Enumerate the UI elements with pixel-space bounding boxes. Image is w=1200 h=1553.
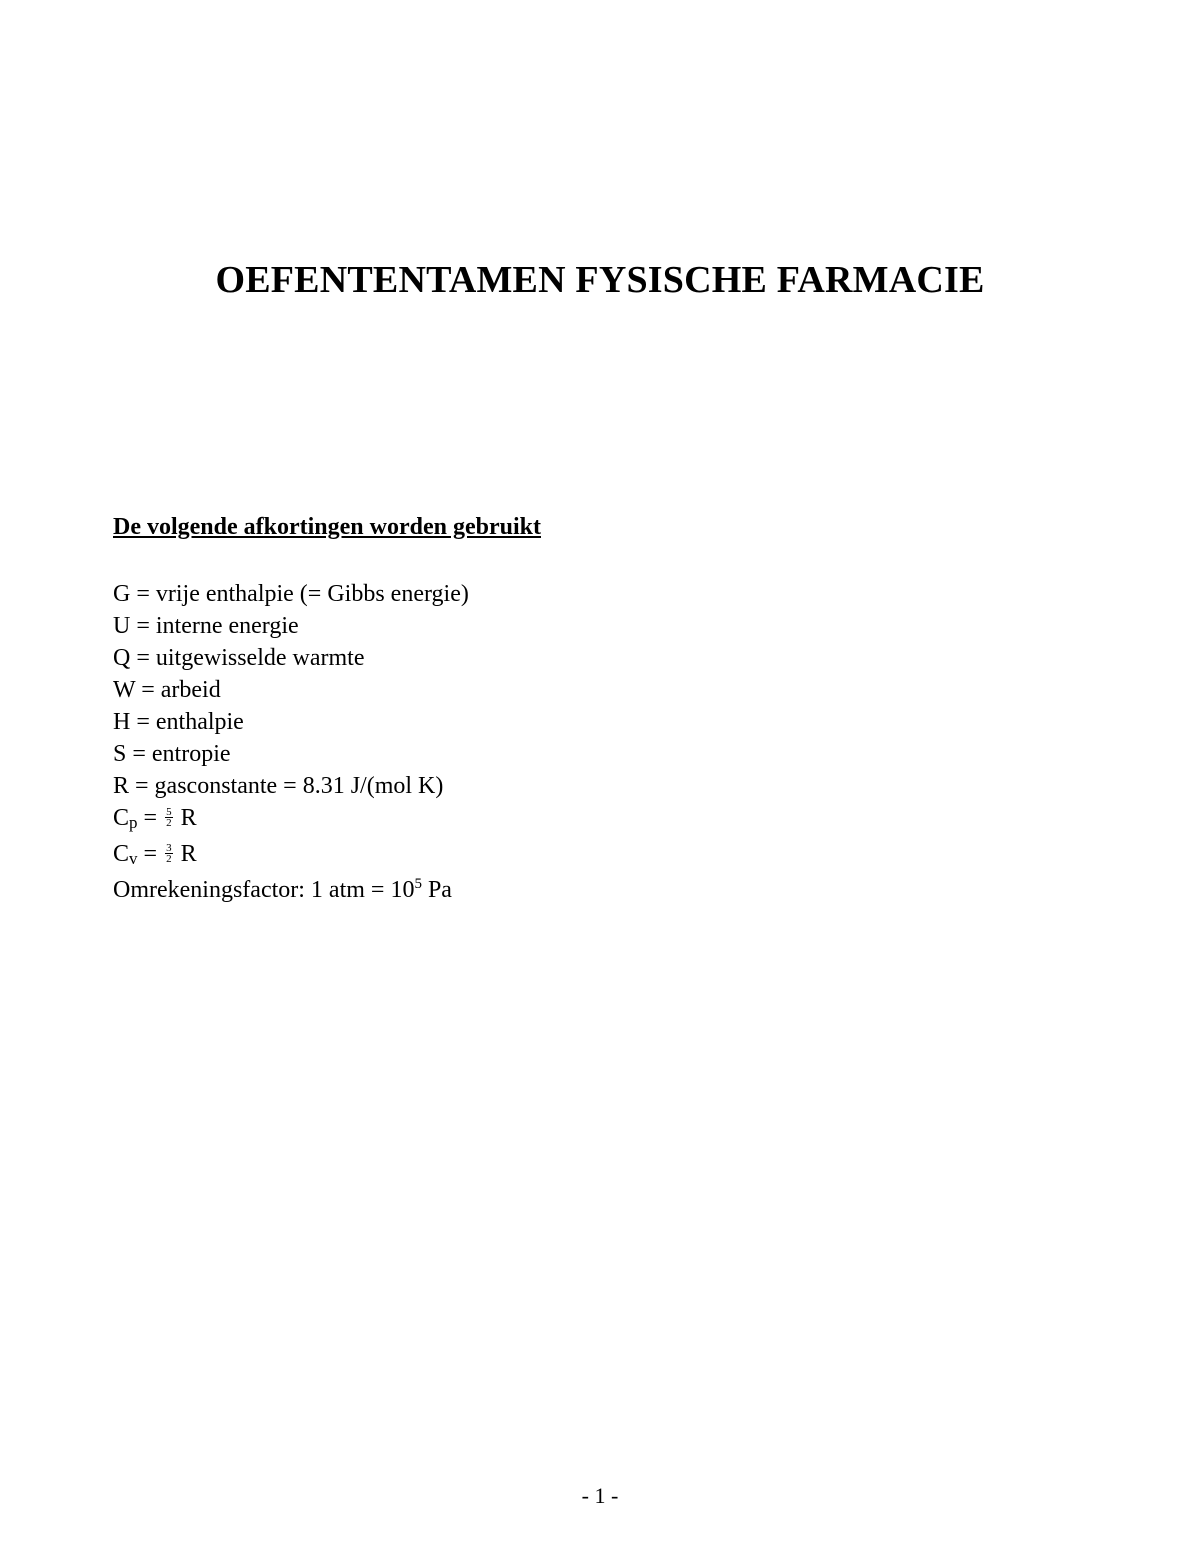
cp-tail: R (174, 805, 197, 831)
document-title: OEFENTENTAMEN FYSISCHE FARMACIE (215, 259, 985, 301)
abbreviation-conversion (113, 874, 469, 906)
abbreviation-internal-energy: U = interne energie (113, 613, 299, 639)
cp-subscript: p (129, 813, 138, 832)
conversion-suffix: Pa (421, 877, 452, 903)
abbreviation-entropy: S = entropie (113, 741, 231, 767)
page-number: - 1 - (581, 1483, 619, 1508)
abbreviation-gibbs: G = vrije enthalpie (= Gibbs energie) (113, 581, 469, 607)
cv-denominator: 2 (166, 852, 172, 865)
cv-numerator: 3 (166, 841, 172, 854)
cv-fraction (165, 843, 173, 864)
abbreviation-heat: Q = uitgewisselde warmte (113, 645, 365, 671)
abbreviation-work: W = arbeid (113, 677, 221, 703)
abbreviation-list (113, 578, 469, 906)
cv-equals: = (137, 841, 164, 867)
cv-tail: R (174, 841, 197, 867)
cp-numerator: 5 (166, 805, 172, 818)
cp-equals: = (137, 805, 164, 831)
abbreviation-gas-constant: R = gasconstante = 8.31 J/(mol K) (113, 773, 444, 799)
cv-subscript: v (129, 849, 138, 868)
conversion-exponent: 5 (414, 876, 422, 892)
section-heading: De volgende afkortingen worden gebruikt (113, 514, 541, 540)
cp-denominator: 2 (166, 816, 172, 829)
cp-symbol: C (113, 805, 130, 831)
cp-fraction (165, 807, 173, 828)
abbreviation-enthalpy: H = enthalpie (113, 709, 244, 735)
abbreviation-cv (113, 838, 469, 874)
cv-symbol: C (113, 841, 130, 867)
abbreviation-cp (113, 802, 469, 838)
conversion-prefix: Omrekeningsfactor: 1 atm = 10 (113, 877, 415, 903)
